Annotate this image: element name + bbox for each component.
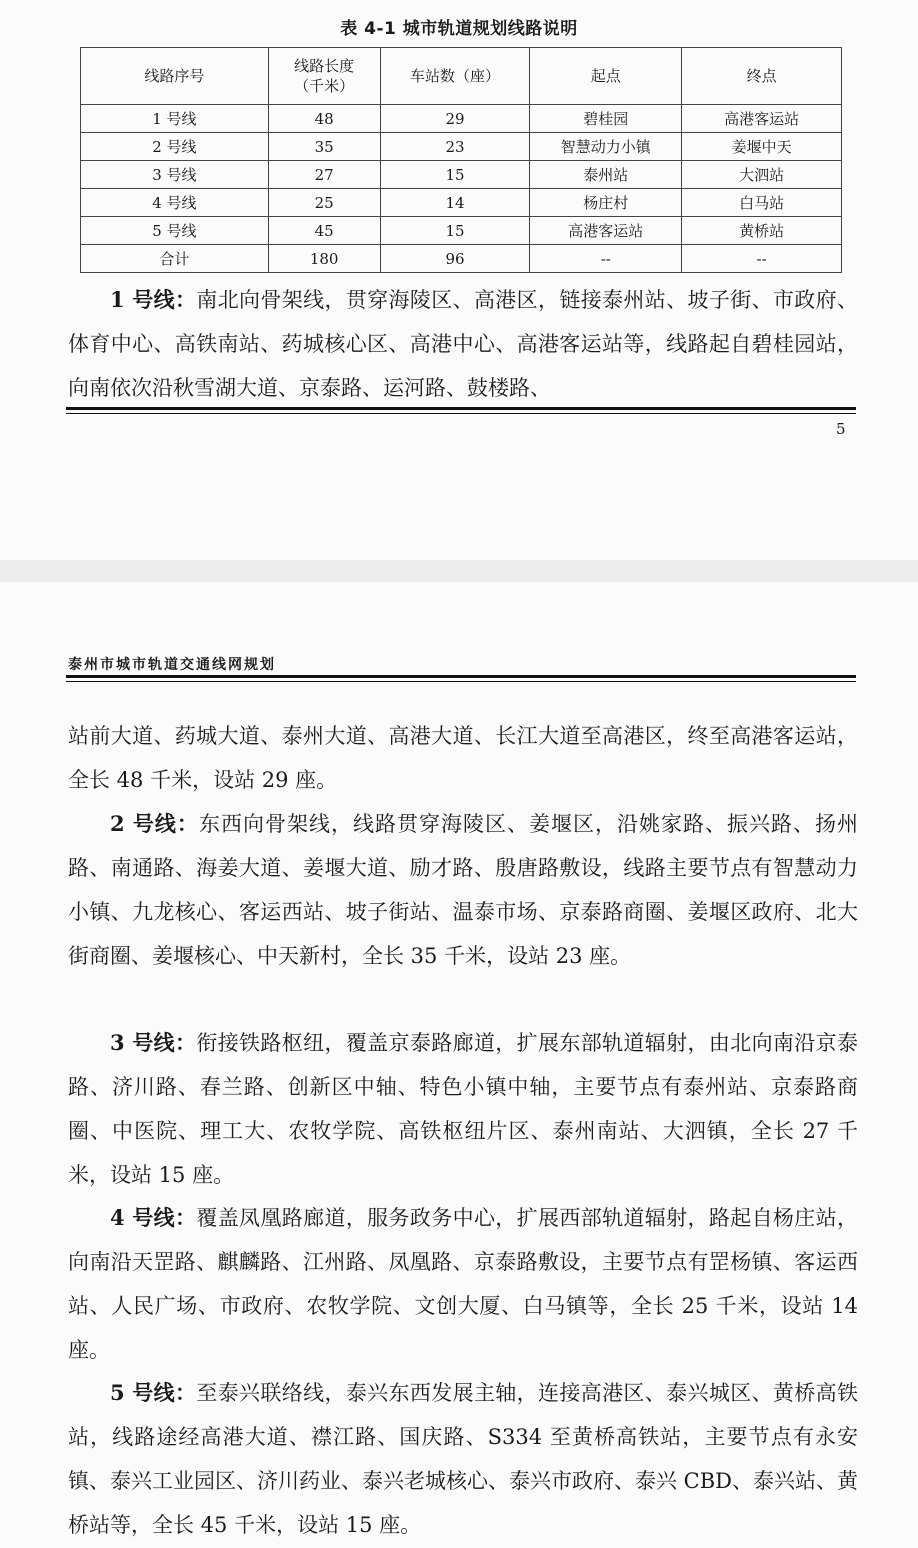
cell-start: 泰州站 (530, 161, 682, 189)
footer-rule (66, 407, 856, 410)
cell-length: 35 (268, 133, 380, 161)
cell-line: 合计 (81, 245, 269, 273)
line5-text: 至泰兴联络线，泰兴东西发展主轴，连接高港区、泰兴城区、黄桥高铁站，线路途经高港大道、襟江路、国庆路、S334 至黄桥高铁站，主要节点有永安镇、泰兴工业园区、济川药业、泰兴老城核心、泰兴市政府、泰兴 CBD、泰兴站、黄桥站等，全长 45 千米，设站 15 座。 (68, 1381, 859, 1537)
cell-end: -- (682, 245, 842, 273)
cell-start: 碧桂园 (530, 105, 682, 133)
cell-start: 智慧动力小镇 (530, 133, 682, 161)
header-rule-thin (66, 681, 856, 682)
cell-length: 25 (268, 189, 380, 217)
running-header: 泰州市城市轨道交通线网规划 (68, 657, 276, 673)
line1-text: 南北向骨架线，贯穿海陵区、高港区，链接泰州站、坡子街、市政府、体育中心、高铁南站、药城核心区、高港中心、高港客运站等，线路起自碧桂园站，向南依次沿秋雪湖大道、京泰路、运河路、鼓楼路、 (68, 288, 858, 400)
cell-start: -- (530, 245, 682, 273)
table-row (81, 161, 842, 189)
cell-line: 4 号线 (81, 189, 269, 217)
cell-start: 高港客运站 (530, 217, 682, 245)
line3-paragraph (68, 1021, 858, 1197)
line5-paragraph (68, 1371, 858, 1547)
header-rule (66, 675, 856, 678)
table-row (81, 133, 842, 161)
cell-stations: 29 (380, 105, 530, 133)
table-header-row (81, 48, 842, 105)
cell-stations: 14 (380, 189, 530, 217)
line4-label: 4 号线： (110, 1205, 197, 1230)
header-end: 终点 (682, 48, 842, 105)
header-length: 线路长度 （千米） (268, 48, 380, 105)
cell-line: 2 号线 (81, 133, 269, 161)
line4-text: 覆盖凤凰路廊道，服务政务中心，扩展西部轨道辐射，路起自杨庄站，向南沿天罡路、麒麟路、江州路、凤凰路、京泰路敷设，主要节点有罡杨镇、客运西站、人民广场、市政府、农牧学院、文创大厦、白马镇等，全长 25 千米，设站 14 座。 (68, 1206, 858, 1362)
table-title: 表 4-1 城市轨道规划线路说明 (340, 19, 578, 39)
table-row (81, 217, 842, 245)
cell-stations: 15 (380, 161, 530, 189)
header-stations: 车站数（座） (380, 48, 530, 105)
line1-continued-paragraph (68, 714, 858, 802)
cell-line: 5 号线 (81, 217, 269, 245)
line3-text: 衔接铁路枢纽，覆盖京泰路廊道，扩展东部轨道辐射，由北向南沿京泰路、济川路、春兰路、创新区中轴、特色小镇中轴，主要节点有泰州站、京泰路商圈、中医院、理工大、农牧学院、高铁枢纽片区、泰州南站、大泗镇，全长 27 千米，设站 15 座。 (68, 1031, 858, 1187)
cell-stations: 23 (380, 133, 530, 161)
line2-text: 东西向骨架线，线路贯穿海陵区、姜堰区，沿姚家路、振兴路、扬州路、南通路、海姜大道、姜堰大道、励才路、殷唐路敷设，线路主要节点有智慧动力小镇、九龙核心、客运西站、坡子街站、温泰市场、京泰路商圈、姜堰区政府、北大街商圈、姜堰核心、中天新村，全长 35 千米，设站 23 座。 (68, 812, 858, 968)
cell-length: 45 (268, 217, 380, 245)
line1-label: 1 号线： (110, 287, 197, 312)
cell-line: 1 号线 (81, 105, 269, 133)
line2-paragraph (68, 802, 858, 978)
line4-paragraph (68, 1196, 858, 1372)
table-total-row (81, 245, 842, 273)
cell-line: 3 号线 (81, 161, 269, 189)
cell-length: 48 (268, 105, 380, 133)
cell-length: 180 (268, 245, 380, 273)
line5-label: 5 号线： (110, 1380, 197, 1405)
line3-label: 3 号线： (110, 1030, 197, 1055)
cell-end: 白马站 (682, 189, 842, 217)
route-table (80, 47, 842, 273)
header-line-no: 线路序号 (81, 48, 269, 105)
cell-end: 大泗站 (682, 161, 842, 189)
cell-end: 高港客运站 (682, 105, 842, 133)
cell-length: 27 (268, 161, 380, 189)
table-row (81, 105, 842, 133)
table-row (81, 189, 842, 217)
cell-end: 姜堰中天 (682, 133, 842, 161)
page-gap (0, 560, 918, 582)
cell-end: 黄桥站 (682, 217, 842, 245)
header-start: 起点 (530, 48, 682, 105)
cell-start: 杨庄村 (530, 189, 682, 217)
line2-label: 2 号线： (110, 811, 199, 836)
page-number: 5 (836, 420, 846, 438)
cell-stations: 15 (380, 217, 530, 245)
footer-rule-thin (66, 413, 856, 414)
line1-paragraph (68, 278, 858, 410)
line1-continued-text: 站前大道、药城大道、泰州大道、高港大道、长江大道至高港区，终至高港客运站，全长 48 千米，设站 29 座。 (68, 724, 858, 792)
cell-stations: 96 (380, 245, 530, 273)
